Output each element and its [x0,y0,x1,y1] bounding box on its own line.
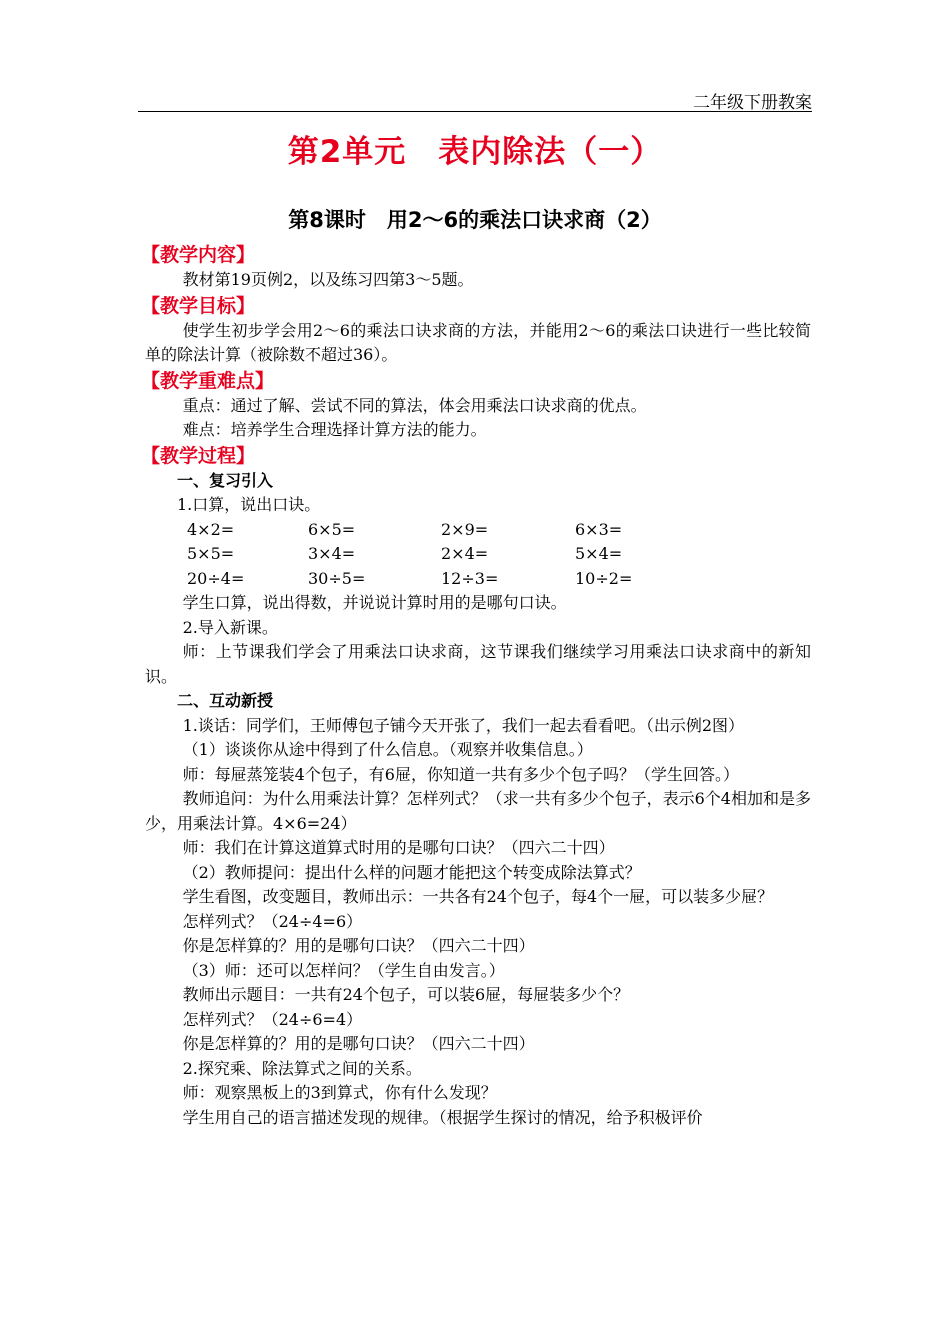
paragraph: 2.探究乘、除法算式之间的关系。 [182,1058,422,1078]
section-heading-process: 【教学过程】 [141,444,256,467]
calc-item: 4×2= [187,519,235,539]
paragraph: 难点：培养学生合理选择计算方法的能力。 [182,420,487,439]
paragraph: 学生看图，改变题目，教师出示：一共各有24个包子，每4个一屉，可以装多少屉？ [182,887,774,906]
paragraph: 师：每屉蒸笼装4个包子，有6屉，你知道一共有多少个包子吗？（学生回答。） [182,764,739,784]
lesson-body [141,242,811,1130]
paragraph: 怎样列式？（24÷4=6） [182,911,363,931]
paragraph: （1）谈谈你从途中得到了什么信息。（观察并收集信息。） [182,740,593,759]
paragraph: 师：观察黑板上的3到算式，你有什么发现？ [182,1083,497,1102]
section-heading-key-points: 【教学重难点】 [141,369,275,392]
paragraph: 2.导入新课。 [182,617,278,637]
lesson-title: 第8课时 用2～6的乘法口诀求商（2） [288,208,662,232]
subheading-new-lesson: 二、互动新授 [177,691,274,710]
paragraph: （3）师：还可以怎样问？（学生自由发言。） [182,960,505,980]
calc-item: 20÷4= [187,568,245,588]
section-heading-content: 【教学内容】 [141,244,256,266]
calc-item: 6×3= [575,519,623,539]
paragraph: 学生口算，说出得数，并说说计算时用的是哪句口诀。 [182,593,567,612]
paragraph: 教师出示题目：一共有24个包子，可以装6屉，每屉装多少个？ [182,985,630,1004]
paragraph: 教师追问：为什么用乘法计算？怎样列式？（求一共有多少个包子，表示6个4相加和是多少，用乘法计算。4×6=24） [145,789,811,833]
calc-item: 12÷3= [441,568,499,588]
paragraph: 学生用自己的语言描述发现的规律。（根据学生探讨的情况，给予积极评价 [182,1107,703,1127]
paragraph: 师：我们在计算这道算式时用的是哪句口诀？（四六二十四） [182,838,615,857]
header-label: 二年级下册教案 [693,93,812,113]
paragraph: 怎样列式？（24÷6=4） [182,1009,363,1029]
unit-title: 第2单元 表内除法（一） [287,134,663,170]
calc-item: 6×5= [308,519,356,539]
calc-item: 10÷2= [575,568,633,588]
section-heading-goals: 【教学目标】 [141,294,256,317]
calc-item: 3×4= [308,544,356,563]
calc-item: 5×5= [187,544,235,563]
calc-item: 2×9= [441,519,489,539]
calc-row [145,542,811,567]
paragraph: （2）教师提问：提出什么样的问题才能把这个转变成除法算式？ [182,862,641,882]
paragraph: 你是怎样算的？用的是哪句口诀？（四六二十四） [182,1034,535,1053]
paragraph: 1.谈话：同学们，王师傅包子铺今天开张了，我们一起去看看吧。（出示例2图） [182,715,745,735]
paragraph: 重点：通过了解、尝试不同的算法，体会用乘法口诀求商的优点。 [182,395,647,415]
paragraph: 教材第19页例2，以及练习四第3～5题。 [182,270,474,289]
calc-row [145,518,811,543]
paragraph: 使学生初步学会用2～6的乘法口诀求商的方法，并能用2～6的乘法口诀进行一些比较简单的除法计算（被除数不超过36）。 [145,320,811,364]
calc-row [145,567,811,592]
calc-item: 30÷5= [308,568,366,588]
calc-item: 5×4= [575,544,623,563]
paragraph: 1.口算，说出口诀。 [177,495,321,514]
calc-item: 2×4= [441,544,489,563]
subheading-review: 一、复习引入 [177,470,274,490]
paragraph: 师：上节课我们学会了用乘法口诀求商，这节课我们继续学习用乘法口诀求商中的新知识。 [145,642,811,686]
paragraph: 你是怎样算的？用的是哪句口诀？（四六二十四） [182,936,535,955]
header-divider [138,111,812,112]
